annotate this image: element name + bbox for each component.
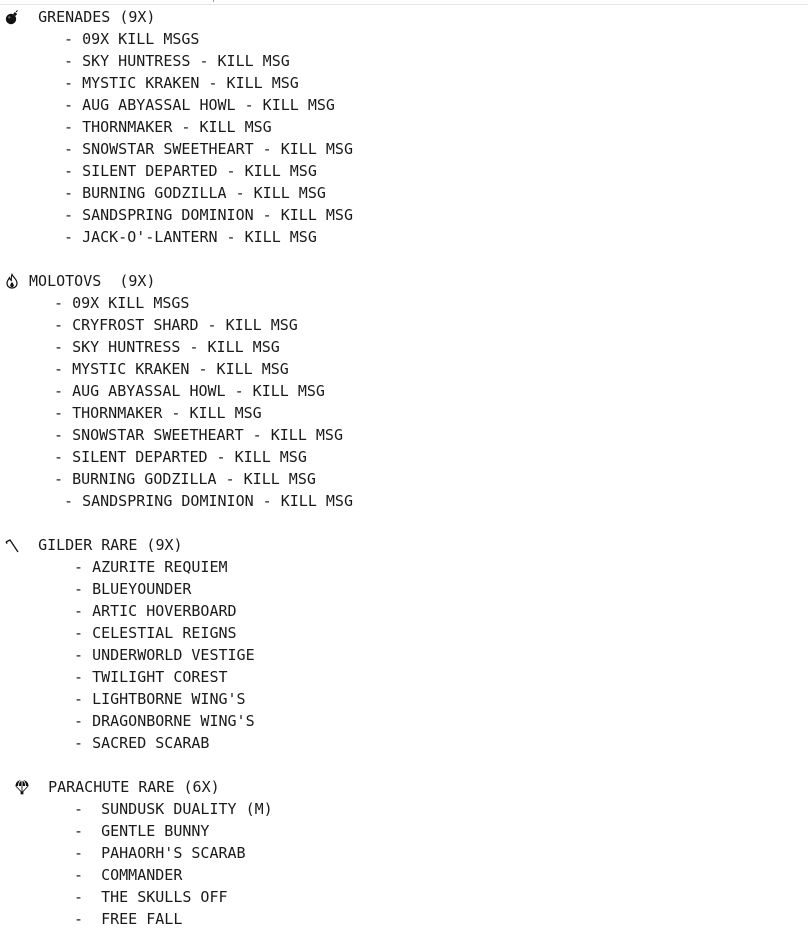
list-item: - UNDERWORLD VESTIGE bbox=[74, 646, 255, 664]
list-item: - CRYFROST SHARD - KILL MSG bbox=[54, 316, 298, 334]
list-item: - SNOWSTAR SWEETHEART - KILL MSG bbox=[54, 426, 343, 444]
list-item: - MYSTIC KRAKEN - KILL MSG bbox=[64, 74, 299, 92]
list-item: - CELESTIAL REIGNS bbox=[74, 624, 237, 642]
section-title-grenades: GRENADES (9X) bbox=[38, 8, 156, 26]
flame-icon bbox=[4, 273, 20, 289]
parachute-icon bbox=[14, 779, 30, 795]
list-item: - SKY HUNTRESS - KILL MSG bbox=[54, 338, 280, 356]
bomb-icon bbox=[4, 9, 20, 25]
list-item: - SKY HUNTRESS - KILL MSG bbox=[64, 52, 290, 70]
list-item: - JACK-O'-LANTERN - KILL MSG bbox=[64, 228, 317, 246]
list-item: - ARTIC HOVERBOARD bbox=[74, 602, 237, 620]
list-item: - BLUEYOUNDER bbox=[74, 580, 192, 598]
list-item: - 09X KILL MSGS bbox=[54, 294, 190, 312]
list-item: - SILENT DEPARTED - KILL MSG bbox=[64, 162, 317, 180]
top-edge-mark bbox=[213, 0, 214, 2]
section-header-grenades bbox=[4, 6, 155, 28]
list-item: - THORNMAKER - KILL MSG bbox=[54, 404, 262, 422]
section-title-parachute: PARACHUTE RARE (6X) bbox=[48, 778, 220, 796]
list-item: - BURNING GODZILLA - KILL MSG bbox=[54, 470, 316, 488]
glider-icon bbox=[4, 537, 20, 553]
list-item: - 09X KILL MSGS bbox=[64, 30, 200, 48]
list-item: - DRAGONBORNE WING'S bbox=[74, 712, 255, 730]
list-item: - THORNMAKER - KILL MSG bbox=[64, 118, 272, 136]
section-header-molotovs bbox=[4, 270, 155, 292]
list-item: - PAHAORH'S SCARAB bbox=[74, 844, 246, 862]
section-header-glider bbox=[4, 534, 183, 556]
list-item: - SUNDUSK DUALITY (M) bbox=[74, 800, 273, 818]
list-item: - BURNING GODZILLA - KILL MSG bbox=[64, 184, 326, 202]
section-title-glider: GILDER RARE (9X) bbox=[38, 536, 183, 554]
section-title-molotovs: MOLOTOVS (9X) bbox=[29, 272, 156, 290]
list-item: - SNOWSTAR SWEETHEART - KILL MSG bbox=[64, 140, 353, 158]
list-item: - MYSTIC KRAKEN - KILL MSG bbox=[54, 360, 289, 378]
list-item: - GENTLE BUNNY bbox=[74, 822, 210, 840]
list-item: - AUG ABYASSAL HOWL - KILL MSG bbox=[64, 96, 335, 114]
list-item: - FREE FALL bbox=[74, 910, 183, 928]
list-item: - SACRED SCARAB bbox=[74, 734, 210, 752]
section-header-parachute bbox=[14, 776, 220, 798]
list-item: - SANDSPRING DOMINION - KILL MSG bbox=[64, 206, 353, 224]
list-item: - AUG ABYASSAL HOWL - KILL MSG bbox=[54, 382, 325, 400]
list-item: - SANDSPRING DOMINION - KILL MSG bbox=[64, 492, 353, 510]
list-item: - COMMANDER bbox=[74, 866, 183, 884]
window-top-edge bbox=[0, 0, 808, 5]
list-item: - TWILIGHT COREST bbox=[74, 668, 228, 686]
list-item: - LIGHTBORNE WING'S bbox=[74, 690, 246, 708]
list-item: - THE SKULLS OFF bbox=[74, 888, 228, 906]
list-item: - AZURITE REQUIEM bbox=[74, 558, 228, 576]
list-item: - SILENT DEPARTED - KILL MSG bbox=[54, 448, 307, 466]
